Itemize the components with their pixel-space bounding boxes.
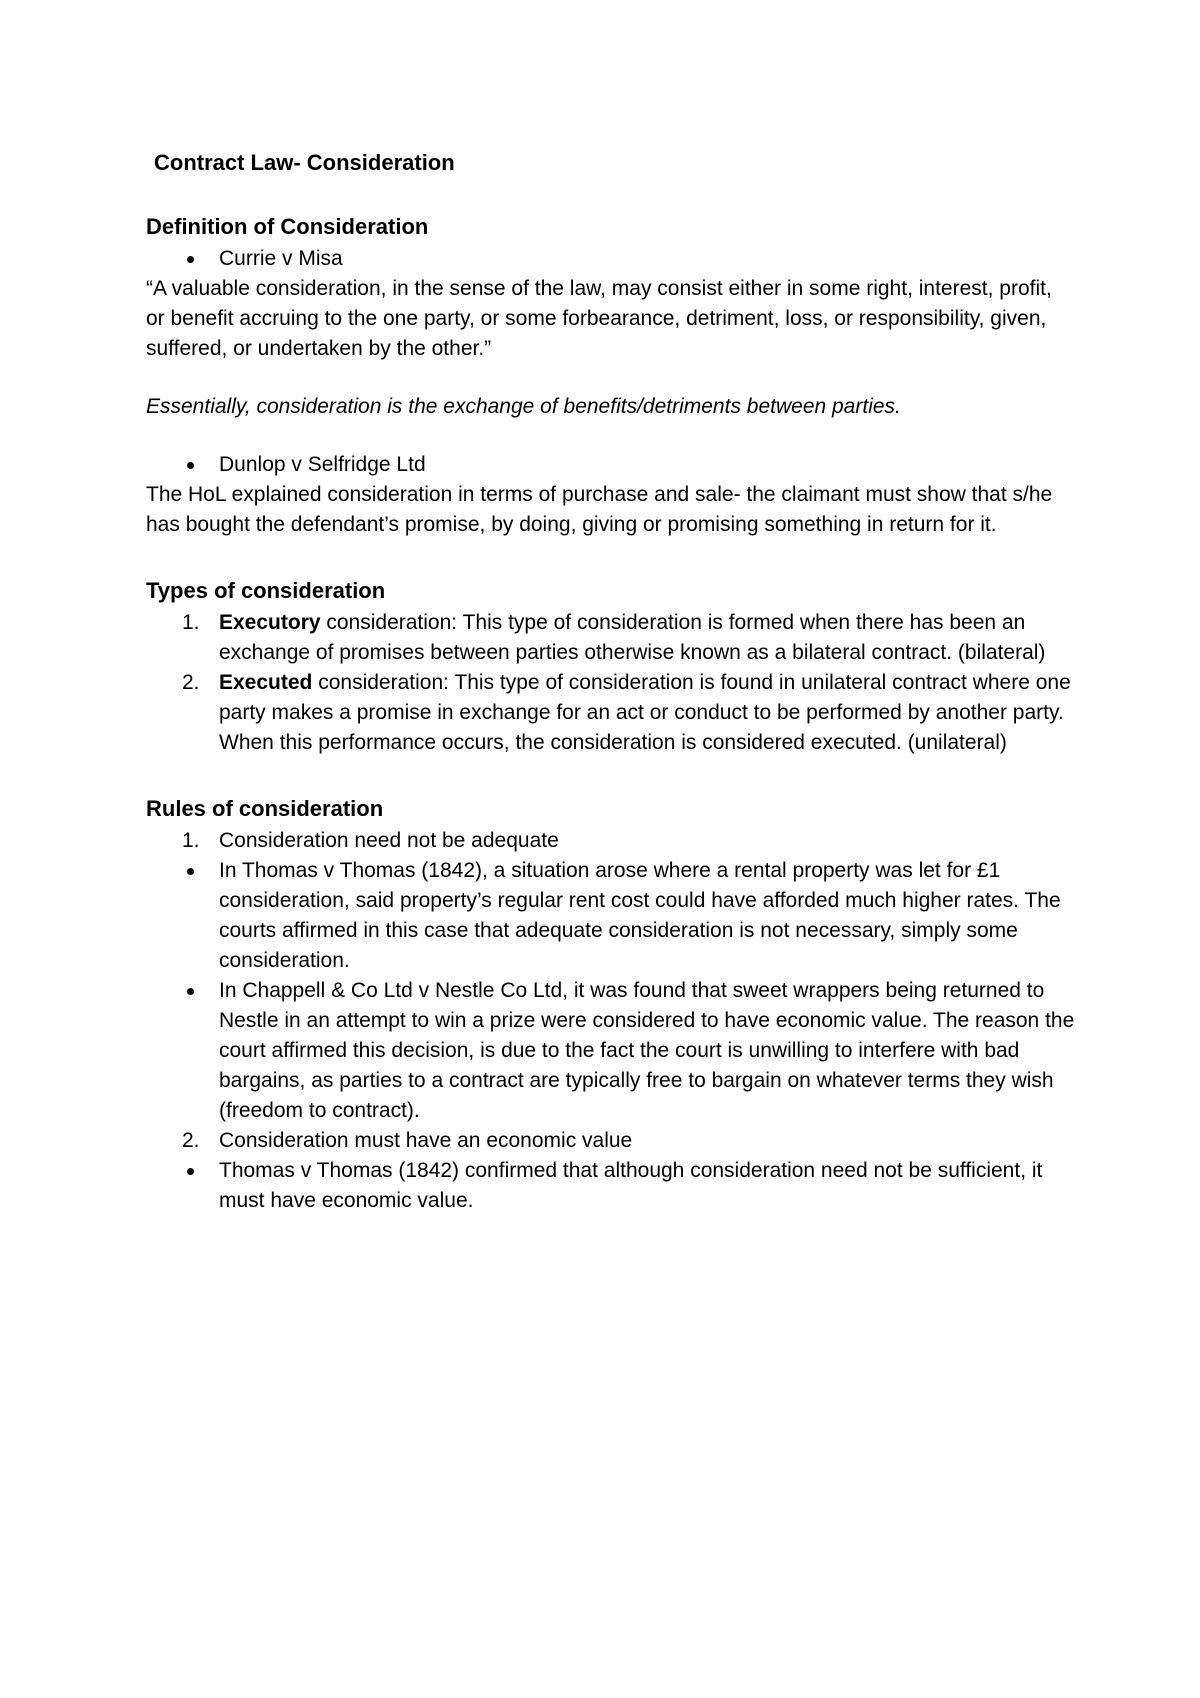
rule-point-text: In Chappell & Co Ltd v Nestle Co Ltd, it was found that sweet wrappers being returned to Nestle in an attempt to win a prize were considered to have economic value. The reason the court affirmed this decision, is due to the fact the court is unwilling to interfere with bad bargains, as parties to a contract are typically free to bargain on whatever terms they wish (freedom to contract).	[219, 979, 1075, 1122]
definition-explanation: The HoL explained consideration in terms of purchase and sale- the claimant must show that s/he has bought the defendant’s promise, by doing, giving or promising something in return for it.	[146, 483, 1053, 536]
bullet-dot-icon	[187, 256, 194, 263]
rule1-point-thomas	[146, 856, 1076, 976]
type-description: consideration: This type of consideration is formed when there has been an exchange of promises between parties otherwise known as a bilateral contract. (bilateral)	[219, 611, 1046, 664]
case-name: Dunlop v Selfridge Ltd	[219, 453, 426, 476]
rule-text: Consideration must have an economic value	[219, 1129, 633, 1152]
rule-item-2	[146, 1126, 1076, 1156]
definition-note: Essentially, consideration is the exchange of benefits/detriments between parties.	[146, 395, 901, 418]
document-body	[146, 146, 1076, 1216]
rule-point-text: Thomas v Thomas (1842) confirmed that although consideration need not be sufficient, it must have economic value.	[219, 1159, 1043, 1212]
heading-rules: Rules of consideration	[146, 796, 384, 821]
type-item-executory	[146, 608, 1076, 668]
list-number: 2.	[182, 1129, 200, 1152]
bullet-currie-v-misa	[146, 244, 1076, 274]
heading-types: Types of consideration	[146, 578, 386, 603]
bullet-dot-icon	[187, 462, 194, 469]
type-item-executed	[146, 668, 1076, 758]
bullet-dot-icon	[187, 868, 194, 875]
type-term: Executed	[219, 671, 313, 694]
heading-definition: Definition of Consideration	[146, 214, 429, 239]
rule-text: Consideration need not be adequate	[219, 829, 559, 852]
rule2-point-thomas	[146, 1156, 1076, 1216]
bullet-dunlop-v-selfridge	[146, 450, 1076, 480]
type-description: consideration: This type of consideration is found in unilateral contract where one party makes a promise in exchange for an act or conduct to be performed by another party. When this performance occurs, the consideration is considered executed. (unilateral)	[219, 671, 1071, 754]
type-term: Executory	[219, 611, 321, 634]
list-number: 1.	[182, 611, 200, 634]
case-name: Currie v Misa	[219, 247, 343, 270]
rule-item-1	[146, 826, 1076, 856]
bullet-dot-icon	[187, 988, 194, 995]
rule-point-text: In Thomas v Thomas (1842), a situation arose where a rental property was let for £1 consideration, said property’s regular rent cost could have afforded much higher rates. The courts affirmed in this case that adequate consideration is not necessary, simply some consideration.	[219, 859, 1061, 972]
rule1-point-chappell	[146, 976, 1076, 1126]
bullet-dot-icon	[187, 1168, 194, 1175]
list-number: 1.	[182, 829, 200, 852]
list-number: 2.	[182, 671, 200, 694]
document-title: Contract Law- Consideration	[154, 150, 455, 175]
definition-quote: “A valuable consideration, in the sense of the law, may consist either in some right, interest, profit, or benefit accruing to the one party, or some forbearance, detriment, loss, or responsibility, given, suffered, or undertaken by the other.”	[146, 277, 1052, 360]
